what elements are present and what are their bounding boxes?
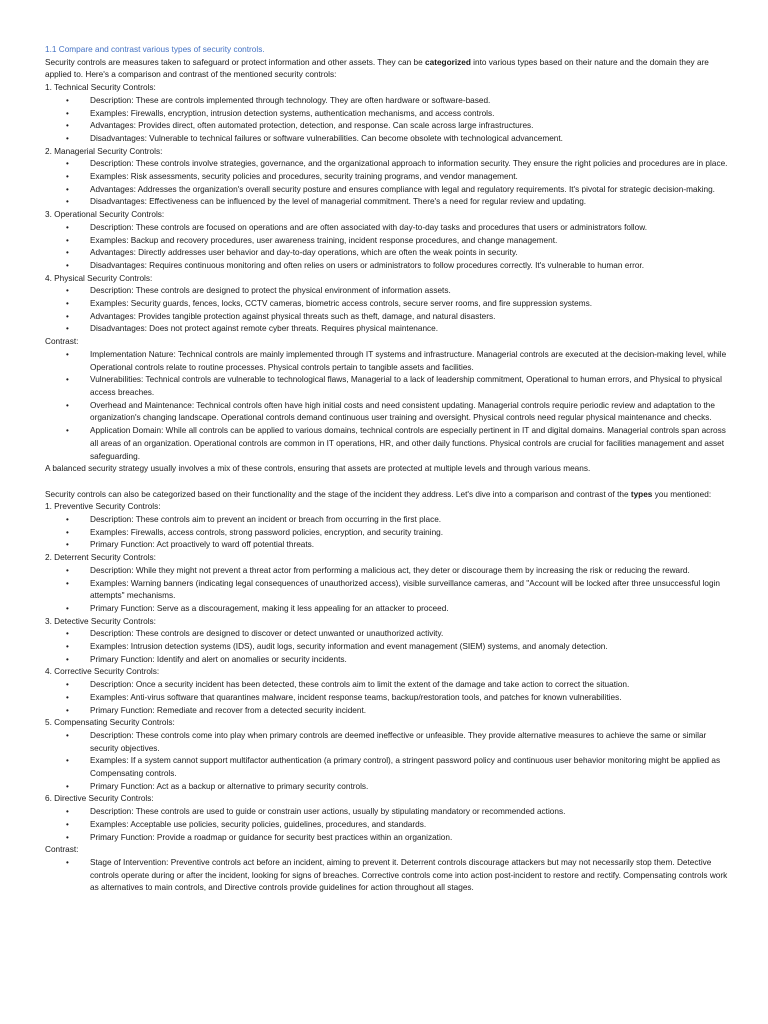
section-title: 4. Physical Security Controls: (45, 273, 153, 283)
bullet-item: • Primary Function: Serve as a discouragement, making it less appealing for an attacker to proceed. (45, 603, 728, 616)
bullet-item: • Primary Function: Act as a backup or alternative to primary security controls. (45, 781, 728, 794)
bullet-item: • Advantages: Directly addresses user behavior and day-to-day operations, which are often the weak points in security. (45, 247, 728, 260)
section-heading: 1.1 Compare and contrast various types of security controls. (45, 45, 265, 54)
intro2-bold-word: types (630, 489, 653, 499)
bullet-item: • Description: These controls are focused on operations and are often associated with day-to-day tasks and procedures that users or administrators follow. (45, 222, 728, 235)
intro-text-2: into various types based on their nature and the domain they are applied to. Here's a comparison and contrast of the mentioned security controls: (45, 57, 709, 80)
bullet-item: • Advantages: Provides tangible protection against physical threats such as theft, damage, and natural disasters. (45, 311, 728, 324)
bullet-list (45, 158, 728, 209)
paragraph-gap (45, 476, 728, 489)
bullet-item: • Examples: Warning banners (indicating legal consequences of unauthorized access), visible surveillance cameras, and "Account will be locked after three unsuccessful login attempts" mechanisms. (45, 578, 728, 603)
bullet-item: • Description: Once a security incident has been detected, these controls aim to limit the extent of the damage and take action to correct the situation. (45, 679, 728, 692)
intro-bold-word: categorized (425, 57, 471, 67)
bullet-item: • Examples: Intrusion detection systems (IDS), audit logs, security information and event management (SIEM) systems, and anomaly detection. (45, 641, 728, 654)
bullet-list (45, 565, 728, 616)
section-title: 1. Preventive Security Controls: (45, 502, 161, 512)
control-categories-list (45, 82, 728, 336)
bullet-item: • Description: These controls are designed to discover or detect unwanted or unauthorized activity. (45, 628, 728, 641)
document-page (45, 44, 728, 895)
bullet-item: • Examples: If a system cannot support multifactor authentication (a primary control), a stringent password policy and continuous user behavior monitoring might be applied as Compensating controls. (45, 755, 728, 780)
intro2-text-2: you mentioned: (652, 489, 712, 499)
bullet-list (45, 730, 728, 794)
bullet-list (45, 95, 728, 146)
contrast-title: Contrast: (45, 337, 79, 347)
bullet-item: • Overhead and Maintenance: Technical controls often have high initial costs and need consistent updating. Managerial controls require periodic review and adaptation to the organization's changing landscape. Operational controls demand continuous user training and oversight. Physical controls need regular physical maintenance and checks. (45, 400, 728, 425)
section-title: 3. Operational Security Controls: (45, 210, 165, 220)
section-title: 3. Detective Security Controls: (45, 616, 156, 626)
bullet-item: • Examples: Acceptable use policies, security policies, guidelines, procedures, and standards. (45, 819, 728, 832)
bullet-item: • Primary Function: Act proactively to ward off potential threats. (45, 539, 728, 552)
bullet-item: • Implementation Nature: Technical controls are mainly implemented through IT systems and infrastructure. Managerial controls are executed at the decision-making level, while Operational controls relate to routine processes. Physical controls pertain to tangible assets and facilities. (45, 349, 728, 374)
bullet-item: • Disadvantages: Requires continuous monitoring and often relies on users or administrators to follow procedures correctly. It's vulnerable to human error. (45, 260, 728, 273)
section-title: 6. Directive Security Controls: (45, 794, 154, 804)
bullet-item: • Examples: Backup and recovery procedures, user awareness training, incident response procedures, and change management. (45, 235, 728, 248)
bullet-list (45, 222, 728, 273)
bullet-list (45, 806, 728, 844)
bullet-item: • Examples: Anti-virus software that quarantines malware, incident response teams, backup/restoration tools, and patches for known vulnerabilities. (45, 692, 728, 705)
bullet-item: • Examples: Firewalls, encryption, intrusion detection systems, authentication mechanisms, and access controls. (45, 108, 728, 121)
bullet-item: • Disadvantages: Effectiveness can be influenced by the level of managerial commitment. There's a need for regular review and updating. (45, 196, 728, 209)
contrast-list (45, 857, 728, 895)
summary-paragraph: A balanced security strategy usually involves a mix of these controls, ensuring that assets are protected at multiple levels and through various means. (45, 464, 591, 474)
bullet-item: • Advantages: Addresses the organization's overall security posture and ensures compliance with legal and regulatory requirements. It's pivotal for strategic decision-making. (45, 184, 728, 197)
section-title: 1. Technical Security Controls: (45, 83, 156, 93)
bullet-list (45, 514, 728, 552)
section-title: 4. Corrective Security Controls: (45, 667, 160, 677)
bullet-item: • Primary Function: Remediate and recover from a detected security incident. (45, 705, 728, 718)
bullet-list (45, 628, 728, 666)
intro2-paragraph (45, 489, 728, 502)
bullet-item: • Primary Function: Provide a roadmap or guidance for security best practices within an organization. (45, 832, 728, 845)
section-title: 5. Compensating Security Controls: (45, 718, 175, 728)
intro2-text-1: Security controls can also be categorized based on their functionality and the stage of the incident they address. Let's dive into a comparison and contrast of the (45, 489, 631, 499)
intro-paragraph (45, 57, 728, 82)
bullet-item: • Description: These controls are designed to protect the physical environment of information assets. (45, 285, 728, 298)
bullet-item: • Advantages: Provides direct, often automated protection, detection, and response. Can scale across large infrastructures. (45, 120, 728, 133)
bullet-item: • Examples: Security guards, fences, locks, CCTV cameras, biometric access controls, secure server rooms, and fire suppression systems. (45, 298, 728, 311)
bullet-item: • Disadvantages: Vulnerable to technical failures or software vulnerabilities. Can become obsolete with technological advancement. (45, 133, 728, 146)
control-types-list (45, 501, 728, 844)
bullet-item: • Examples: Firewalls, access controls, strong password policies, encryption, and security training. (45, 527, 728, 540)
bullet-item: • Description: While they might not prevent a threat actor from performing a malicious act, they deter or discourage them by increasing the risk or reducing the reward. (45, 565, 728, 578)
section-title: 2. Managerial Security Controls: (45, 146, 163, 156)
bullet-item: • Primary Function: Identify and alert on anomalies or security incidents. (45, 654, 728, 667)
bullet-item: • Examples: Risk assessments, security policies and procedures, security training programs, and vendor management. (45, 171, 728, 184)
bullet-item: • Description: These controls aim to prevent an incident or breach from occurring in the first place. (45, 514, 728, 527)
bullet-item: • Description: These controls involve strategies, governance, and the organizational approach to information security. They ensure the right policies and procedures are in place. (45, 158, 728, 171)
bullet-list (45, 679, 728, 717)
bullet-item: • Stage of Intervention: Preventive controls act before an incident, aiming to prevent it. Deterrent controls discourage attackers but may not necessarily stop them. Detective controls operate during or after the incident, looking for signs of breaches. Corrective controls come into action post-incident to restore and rectify. Compensating controls work as alternatives to main controls, and Directive controls provide guidelines for action throughout all stages. (45, 857, 728, 895)
bullet-item: • Description: These controls are used to guide or constrain user actions, usually by stipulating mandatory or recommended actions. (45, 806, 728, 819)
bullet-item: • Description: These are controls implemented through technology. They are often hardware or software-based. (45, 95, 728, 108)
contrast-list (45, 349, 728, 463)
bullet-item: • Disadvantages: Does not protect against remote cyber threats. Requires physical maintenance. (45, 323, 728, 336)
contrast-title: Contrast: (45, 845, 79, 855)
bullet-list (45, 285, 728, 336)
bullet-item: • Vulnerabilities: Technical controls are vulnerable to technological flaws, Managerial to a lack of leadership commitment, Operational to human errors, and Physical to physical access breaches. (45, 374, 728, 399)
section-title: 2. Deterrent Security Controls: (45, 553, 156, 563)
intro-text-1: Security controls are measures taken to safeguard or protect information and other assets. They can be (45, 57, 426, 67)
bullet-item: • Description: These controls come into play when primary controls are deemed ineffective or unfeasible. They provide alternative measures to achieve the same or similar security objectives. (45, 730, 728, 755)
bullet-item: • Application Domain: While all controls can be applied to various domains, technical controls are especially pertinent in IT and digital domains. Managerial controls span across all areas of an organization. Operational controls are common in IT operations, HR, and other daily functions. Physical controls are crucial for facilities management and asset safeguarding. (45, 425, 728, 463)
